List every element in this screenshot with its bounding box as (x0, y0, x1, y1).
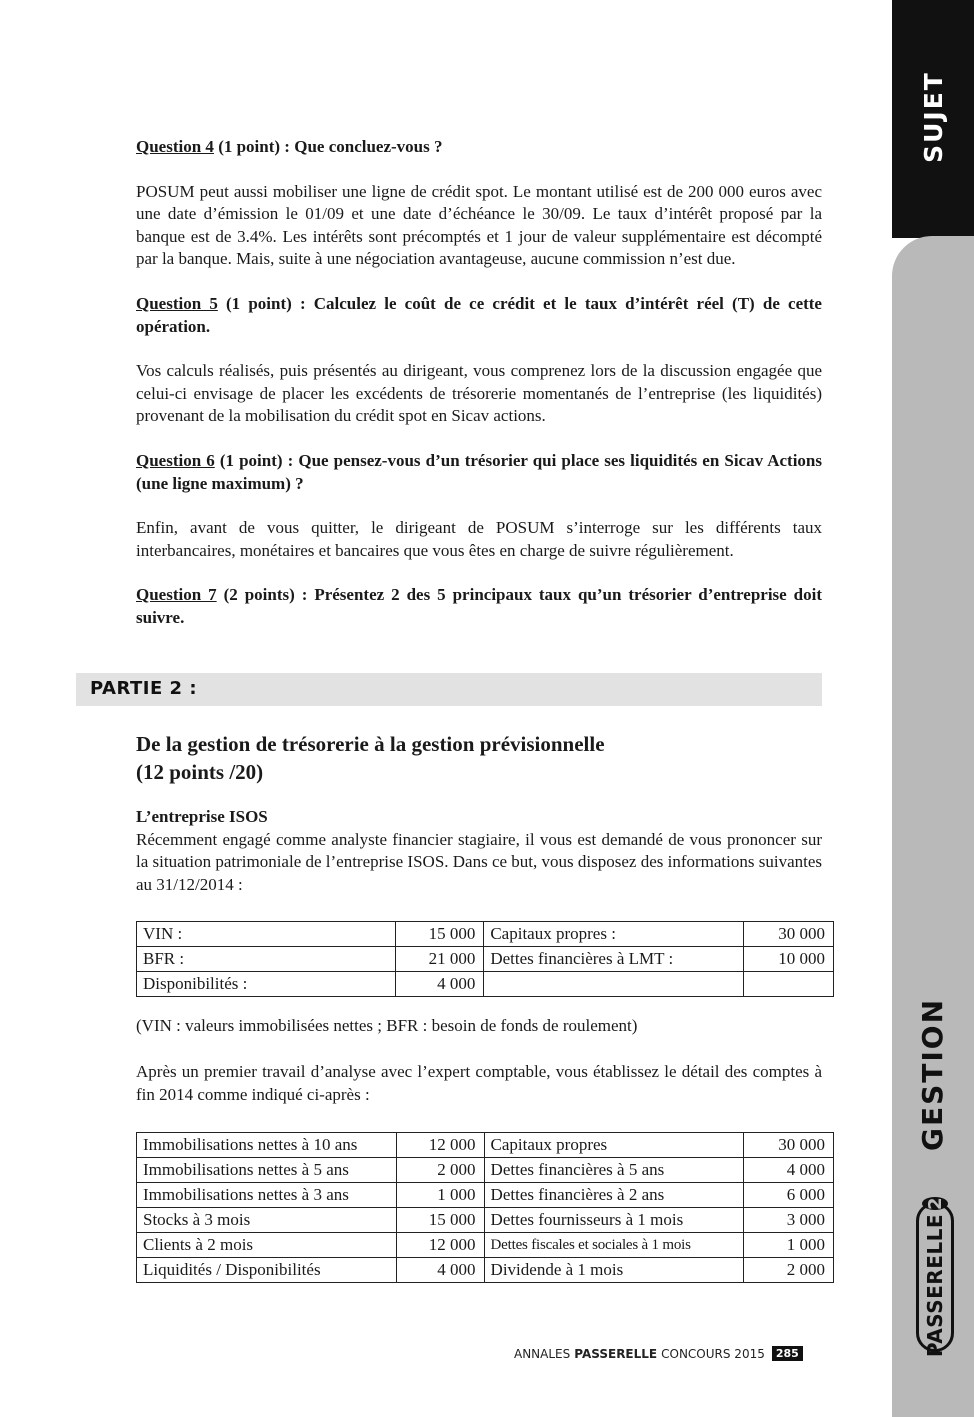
table-cell (484, 972, 744, 997)
table-cell: 30 000 (744, 922, 834, 947)
table-row (137, 1258, 834, 1283)
part2-subheading: L’entreprise ISOS (136, 807, 268, 826)
table-cell: Dettes financières à LMT : (484, 947, 744, 972)
table-cell: Clients à 2 mois (137, 1233, 397, 1258)
part2-title-line1: De la gestion de trésorerie à la gestion prévisionnelle (136, 732, 605, 756)
table-cell: 12 000 (396, 1133, 484, 1158)
question-7 (136, 584, 822, 629)
table-cell: Dettes fournisseurs à 1 mois (484, 1208, 744, 1233)
table-row (137, 1158, 834, 1183)
question-4 (136, 136, 822, 159)
footer-prefix: ANNALES (514, 1346, 571, 1361)
table-cell: Disponibilités : (137, 972, 396, 997)
table-cell: 15 000 (396, 922, 484, 947)
table-cell: Liquidités / Disponibilités (137, 1258, 397, 1283)
page-number: 285 (772, 1346, 803, 1361)
table-cell: Stocks à 3 mois (137, 1208, 397, 1233)
part2-intro: Récemment engagé comme analyste financier stagiaire, il vous est demandé de vous prononcer sur la situation patrimoniale de l’entreprise ISOS. Dans ce but, vous disposez des informations suivantes au 31/12/2014 : (136, 829, 823, 894)
paragraph-calculs: Vos calculs réalisés, puis présentés au dirigeant, vous comprenez lors de la discussion engagée que celui-ci envisage de placer les excédents de trésorerie momentanés de l’entreprise (les liquidités) provenant de la mobilisation du crédit spot en Sicav actions. (136, 361, 822, 426)
table-cell: Dividende à 1 mois (484, 1258, 744, 1283)
question-5 (136, 293, 822, 338)
question-5-number: Question 5 (136, 293, 218, 313)
partie-2-band (76, 673, 822, 706)
question-7-text: (2 points) : Présentez 2 des 5 principaux taux qu’un trésorier d’entreprise doit suivre. (136, 585, 822, 627)
table-row (137, 1133, 834, 1158)
passerelle-logo-number: 2 (922, 1197, 948, 1210)
table-cell: 30 000 (744, 1133, 834, 1158)
abbreviation-note: (VIN : valeurs immobilisées nettes ; BFR : besoin de fonds de roulement) (136, 1016, 638, 1035)
table-cell: BFR : (137, 947, 396, 972)
page-footer (514, 1346, 803, 1361)
part2-title (136, 730, 822, 786)
table-cell: 15 000 (396, 1208, 484, 1233)
question-7-number: Question 7 (136, 585, 217, 605)
part2-content (136, 730, 822, 896)
passerelle-logo-text: PASSERELLE (923, 1213, 947, 1358)
accounts-detail-table (136, 1132, 834, 1283)
table-cell: 10 000 (744, 947, 834, 972)
table-row (137, 1233, 834, 1258)
part1-content (136, 136, 822, 630)
table-cell: Dettes financières à 5 ans (484, 1158, 744, 1183)
table-row (137, 972, 834, 997)
table-cell: 12 000 (396, 1233, 484, 1258)
subject-label-gestion: GESTION (916, 997, 949, 1151)
table-cell: Immobilisations nettes à 3 ans (137, 1183, 397, 1208)
question-6-text: (1 point) : Que pensez-vous d’un trésorier qui place ses liquidités en Sicav Actions (une ligne maximum) ? (136, 450, 823, 493)
table-cell: Capitaux propres (484, 1133, 744, 1158)
table-cell: 3 000 (744, 1208, 834, 1233)
table-cell: Immobilisations nettes à 5 ans (137, 1158, 397, 1183)
table-cell: 4 000 (744, 1158, 834, 1183)
table-row (137, 1208, 834, 1233)
table-cell: 1 000 (744, 1233, 834, 1258)
table-cell: 21 000 (396, 947, 484, 972)
question-4-number: Question 4 (136, 137, 214, 156)
table-cell: 2 000 (744, 1258, 834, 1283)
table-cell: 1 000 (396, 1183, 484, 1208)
question-4-text: (1 point) : Que concluez-vous ? (213, 137, 443, 156)
table-cell: VIN : (137, 922, 396, 947)
table-cell: Immobilisations nettes à 10 ans (137, 1133, 397, 1158)
table-cell: Dettes financières à 2 ans (484, 1183, 744, 1208)
table-row (137, 947, 834, 972)
footer-suffix: CONCOURS 2015 (661, 1346, 765, 1361)
table-cell: Capitaux propres : (484, 922, 744, 947)
question-6-number: Question 6 (136, 450, 215, 470)
table-row (137, 1183, 834, 1208)
table-cell: 4 000 (396, 972, 484, 997)
passerelle-logo (916, 1196, 954, 1358)
table-row (137, 922, 834, 947)
paragraph-credit-spot: POSUM peut aussi mobiliser une ligne de crédit spot. Le montant utilisé est de 200 000 euros avec une date d’émission le 01/09 et une date d’échéance le 30/09. Le taux d’intérêt proposé par la banque est de 3.4%. Les intérêts sont précomptés et 1 jour de valeur supplémentaire est décompté par la banque. Mais, suite à une négociation avantageuse, aucune commission n’est due. (136, 181, 822, 269)
partie-2-label: PARTIE 2 : (90, 678, 198, 699)
table-cell: 4 000 (396, 1258, 484, 1283)
paragraph-detail-comptes: Après un premier travail d’analyse avec l’expert comptable, vous établissez le détail des comptes à fin 2014 comme indiqué ci-après : (136, 1062, 822, 1104)
table-cell: 2 000 (396, 1158, 484, 1183)
paragraph-taux: Enfin, avant de vous quitter, le dirigeant de POSUM s’interroge sur les différents taux interbancaires, monétaires et bancaires que vous êtes en charge de suivre régulièrement. (136, 518, 822, 560)
table-cell: 6 000 (744, 1183, 834, 1208)
section-label-sujet: SUJET (919, 71, 948, 163)
table-cell (744, 972, 834, 997)
table-cell: Dettes fiscales et sociales à 1 mois (484, 1233, 744, 1258)
question-5-text: (1 point) : Calculez le coût de ce crédit et le taux d’intérêt réel (T) de cette opération. (136, 293, 822, 336)
footer-brand: PASSERELLE (574, 1346, 658, 1361)
part2-title-line2: (12 points /20) (136, 760, 264, 784)
question-6 (136, 450, 822, 495)
balance-summary-table (136, 921, 834, 997)
